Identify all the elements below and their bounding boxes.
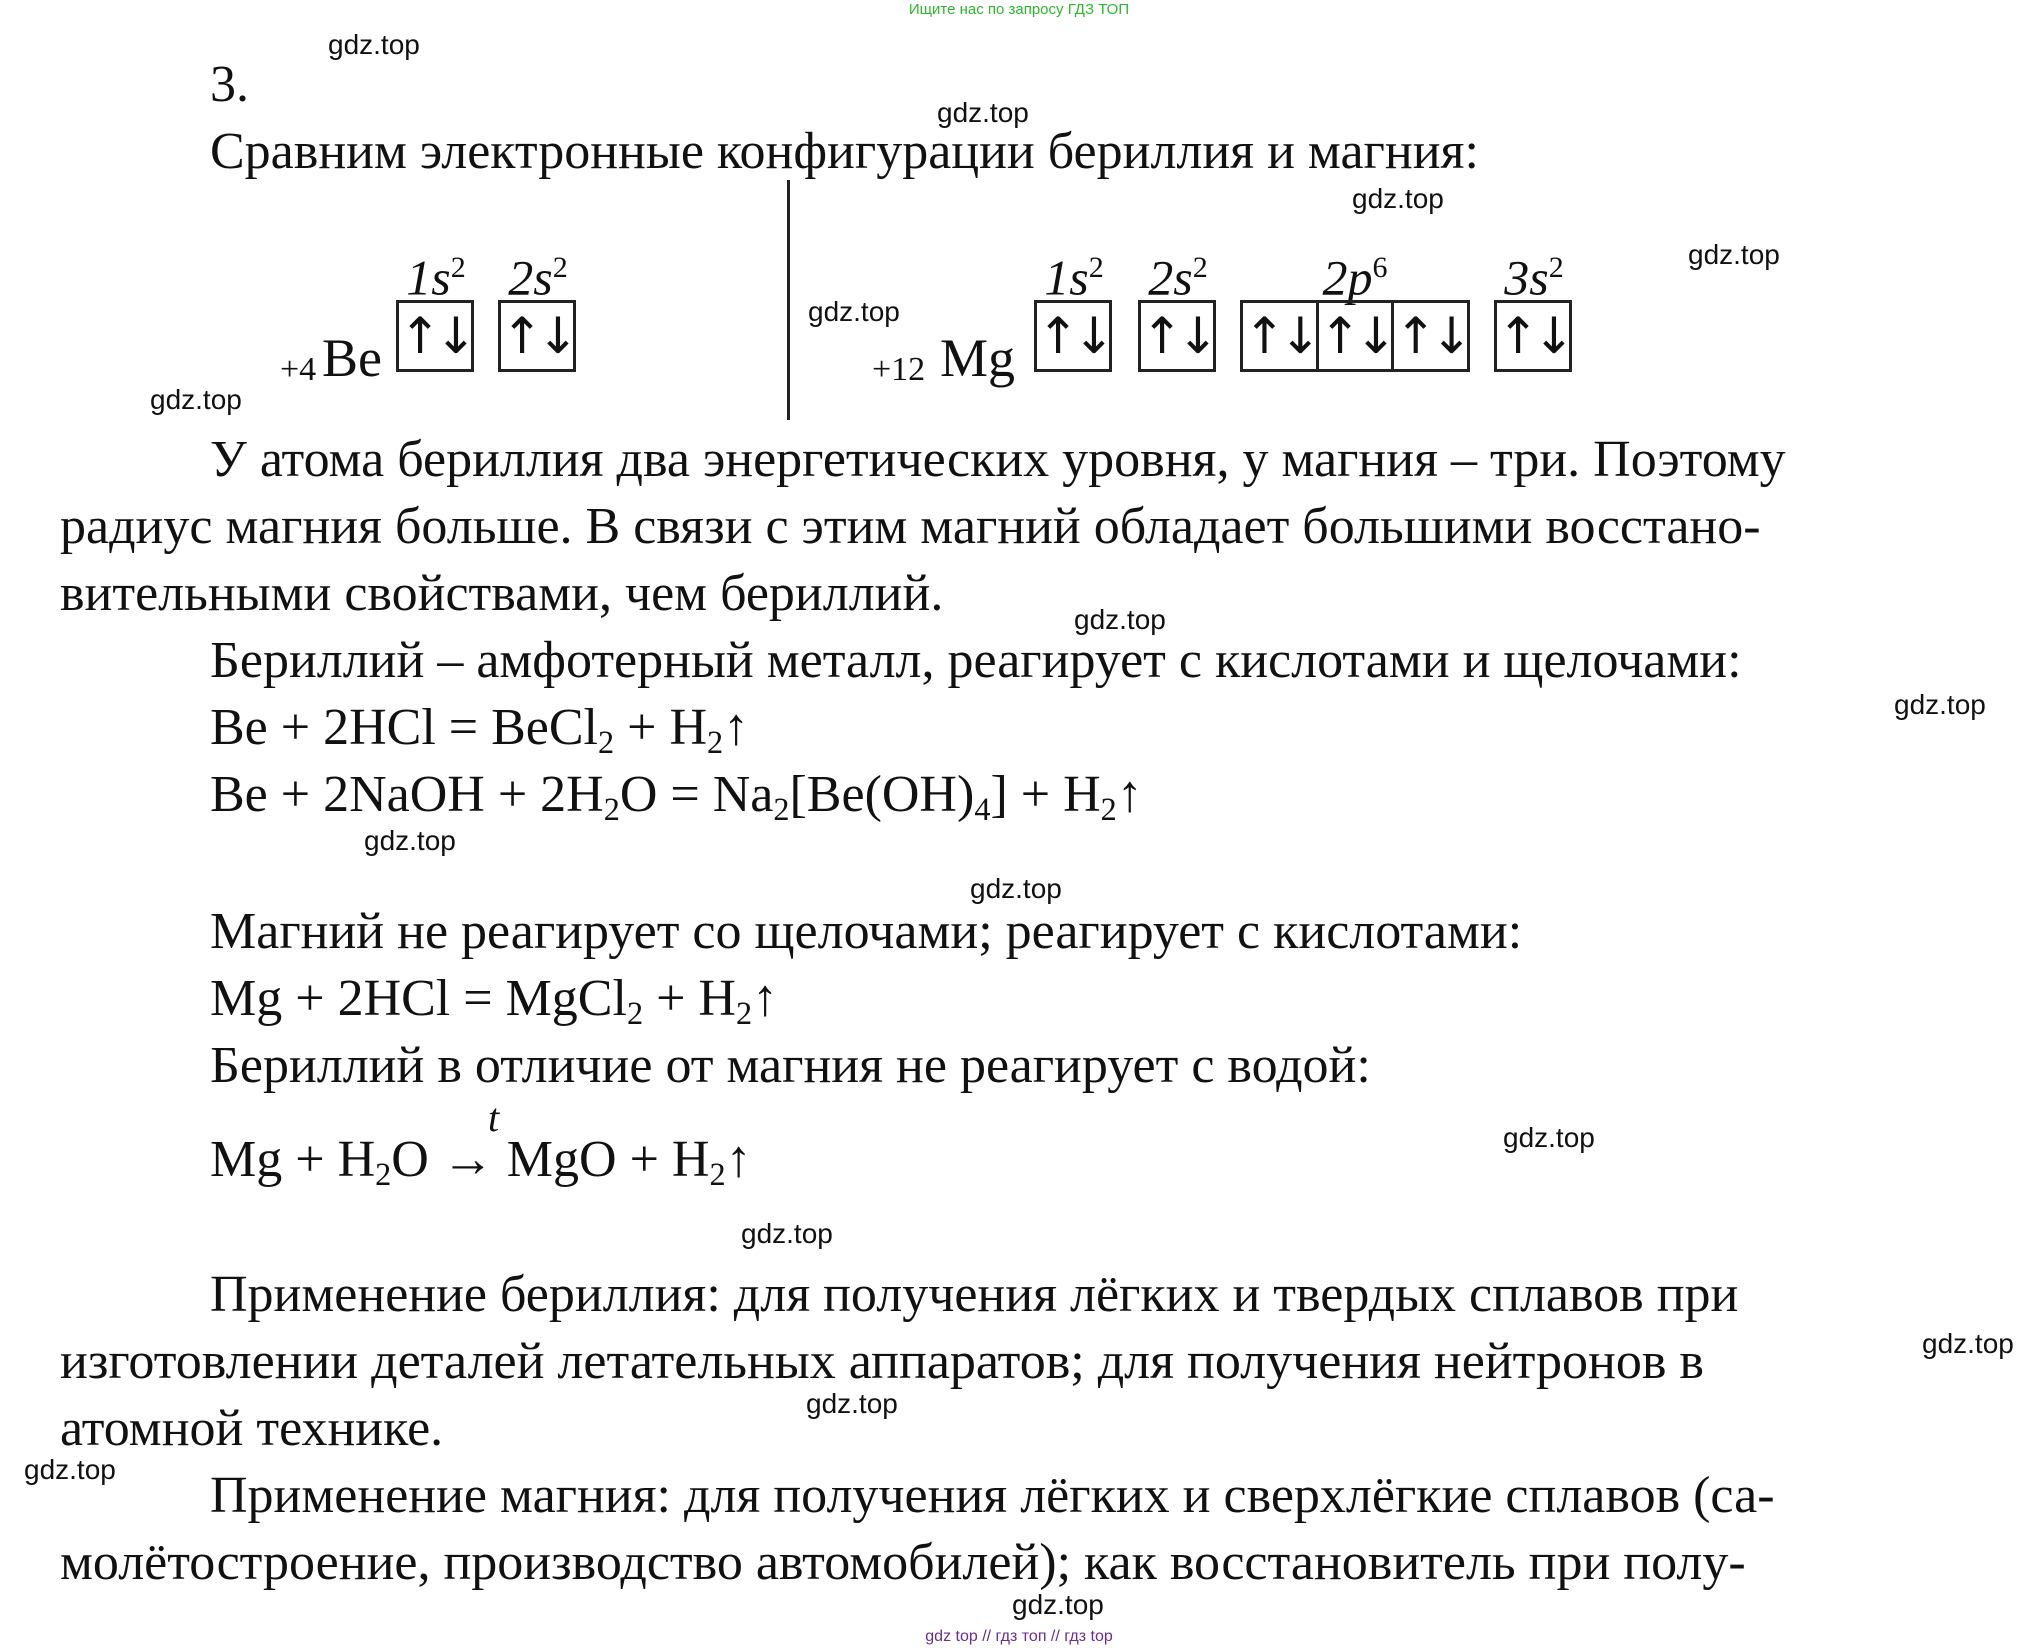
- orbital-exponent: 2: [450, 251, 466, 284]
- mg-orbital-label: [1494, 240, 1574, 306]
- orbital-exponent: 6: [1372, 251, 1388, 284]
- eq-subscript: 2: [626, 995, 644, 1032]
- use-mg-line1: Применение магния: для получения лёгких и сверхлёгкие сплавов (са-: [210, 1467, 1775, 1524]
- watermark: gdz.top: [24, 1454, 116, 1485]
- orbital-name: 2s: [508, 249, 553, 306]
- orbital-diagram: [160, 180, 1660, 430]
- orbital-name: 2p: [1322, 249, 1373, 306]
- eq-subscript: 2: [773, 791, 790, 828]
- para1-line3: вительными свойствами, чем бериллий.: [60, 565, 944, 622]
- watermark: gdz.top: [970, 873, 1062, 904]
- intro-text: Сравним электронные конфигурации бериллия и магния:: [210, 123, 1479, 180]
- be-orbital-label: [498, 240, 578, 306]
- electron-pair: ↑↓: [399, 307, 471, 365]
- watermark: gdz.top: [1503, 1122, 1595, 1153]
- use-be-line1: Применение бериллия: для получения лёгких и твердых сплавов при: [210, 1266, 1739, 1323]
- electron-pair: ↑↓: [1394, 307, 1467, 365]
- eq-part: Mg + H: [210, 1131, 376, 1188]
- orbital-name: 2s: [1148, 249, 1193, 306]
- orbital-name: 1s: [1044, 249, 1089, 306]
- mg-charge: +12: [872, 351, 926, 388]
- para1-line1: У атома бериллия два энергетических уровня, у магния – три. Поэтому: [210, 431, 1786, 488]
- eq-arrow: ↑: [752, 970, 779, 1027]
- reaction-condition: t: [488, 1095, 500, 1140]
- task-number: 3.: [210, 56, 249, 113]
- mg-orbital-label: [1034, 240, 1114, 306]
- watermark: gdz.top: [1074, 604, 1166, 635]
- eq-part: + H: [614, 699, 708, 756]
- eq-subscript: 4: [974, 791, 991, 828]
- electron-pair: ↑↓: [1497, 307, 1569, 365]
- watermark: gdz.top: [1922, 1328, 2014, 1359]
- eq-part: Be + 2HCl = BeCl: [210, 699, 598, 756]
- orbital-name: 1s: [406, 249, 451, 306]
- orbital-exponent: 2: [1192, 251, 1208, 284]
- watermark: gdz.top: [806, 1388, 898, 1419]
- eq-part: [Be(OH): [789, 766, 975, 823]
- eq-arrow: ↑: [1116, 766, 1143, 823]
- mg-orbital-box: [1138, 300, 1216, 372]
- use-be-line3: атомной технике.: [60, 1400, 444, 1457]
- orbital-exponent: 2: [1548, 251, 1564, 284]
- watermark: gdz.top: [150, 384, 242, 415]
- eq-part: + H: [643, 970, 736, 1027]
- be-orbital-box: [498, 300, 576, 372]
- watermark: gdz.top: [364, 825, 456, 856]
- watermark: gdz.top: [808, 296, 900, 327]
- use-be-line2: изготовлении деталей летательных аппаратов; для получения нейтронов в: [60, 1333, 1704, 1390]
- watermark: gdz.top: [1352, 183, 1444, 214]
- eq-subscript: 2: [603, 791, 620, 828]
- mg-orbital-box: [1240, 300, 1470, 372]
- electron-pair: ↑↓: [1319, 303, 1395, 369]
- electron-pair: ↑↓: [1141, 307, 1213, 365]
- mg-orbital-box: [1494, 300, 1572, 372]
- top-banner: Ищите нас по запросу ГДЗ ТОП: [908, 1, 1130, 18]
- be-symbol: Be: [322, 328, 382, 388]
- watermark: gdz.top: [328, 29, 420, 60]
- electron-pair: ↑↓: [501, 307, 573, 365]
- mg-orbital-box: [1034, 300, 1112, 372]
- mg-orbital-label: [1240, 240, 1470, 306]
- eq-subscript: 2: [709, 1156, 726, 1193]
- orbital-exponent: 2: [1088, 251, 1104, 284]
- watermark: gdz.top: [937, 97, 1029, 128]
- watermark: gdz.top: [1894, 689, 1986, 720]
- watermark: gdz.top: [1012, 1589, 1104, 1620]
- equation-mg-hcl: [210, 969, 779, 1032]
- watermark: gdz.top: [741, 1218, 833, 1249]
- equation-be-naoh: [210, 765, 1143, 828]
- be-water-text: Бериллий в отличие от магния не реагирует с водой:: [210, 1037, 1371, 1094]
- eq-subscript: 2: [375, 1156, 392, 1193]
- be-amphoteric-text: Бериллий – амфотерный металл, реагирует с кислотами и щелочами:: [210, 632, 1742, 689]
- eq-part: Mg + 2HCl = MgCl: [210, 970, 627, 1027]
- eq-part: O = Na: [619, 766, 774, 823]
- eq-arrow: ↑: [723, 699, 750, 756]
- be-orbital-box: [396, 300, 474, 372]
- orbital-exponent: 2: [552, 251, 568, 284]
- diagram-divider: [787, 180, 790, 420]
- equation-mg-water: [210, 1130, 752, 1193]
- orbital-name: 3s: [1504, 249, 1549, 306]
- bottom-banner: gdz top // гдз топ // гдз top: [925, 1628, 1113, 1645]
- eq-part: Be + 2NaOH + 2H: [210, 766, 604, 823]
- be-charge: +4: [280, 351, 317, 388]
- electron-pair: ↑↓: [1243, 303, 1319, 369]
- para1-line2: радиус магния больше. В связи с этим магний обладает большими восстано-: [60, 498, 1761, 555]
- be-orbital-label: [396, 240, 476, 306]
- eq-part: ] + H: [990, 766, 1101, 823]
- eq-part: O → MgO + H: [391, 1131, 710, 1188]
- mg-no-alkali-text: Магний не реагирует со щелочами; реагирует с кислотами:: [210, 903, 1523, 960]
- mg-orbital-label: [1138, 240, 1218, 306]
- eq-arrow: ↑: [725, 1131, 752, 1188]
- mg-symbol: Mg: [940, 328, 1016, 388]
- eq-subscript: 2: [735, 995, 753, 1032]
- use-mg-line2: молётостроение, производство автомобилей); как восстановитель при полу-: [60, 1534, 1746, 1591]
- watermark: gdz.top: [1688, 239, 1780, 270]
- eq-subscript: 2: [707, 724, 724, 761]
- electron-pair: ↑↓: [1037, 307, 1109, 365]
- equation-be-hcl: [210, 698, 750, 761]
- eq-subscript: 2: [1100, 791, 1117, 828]
- eq-subscript: 2: [598, 724, 615, 761]
